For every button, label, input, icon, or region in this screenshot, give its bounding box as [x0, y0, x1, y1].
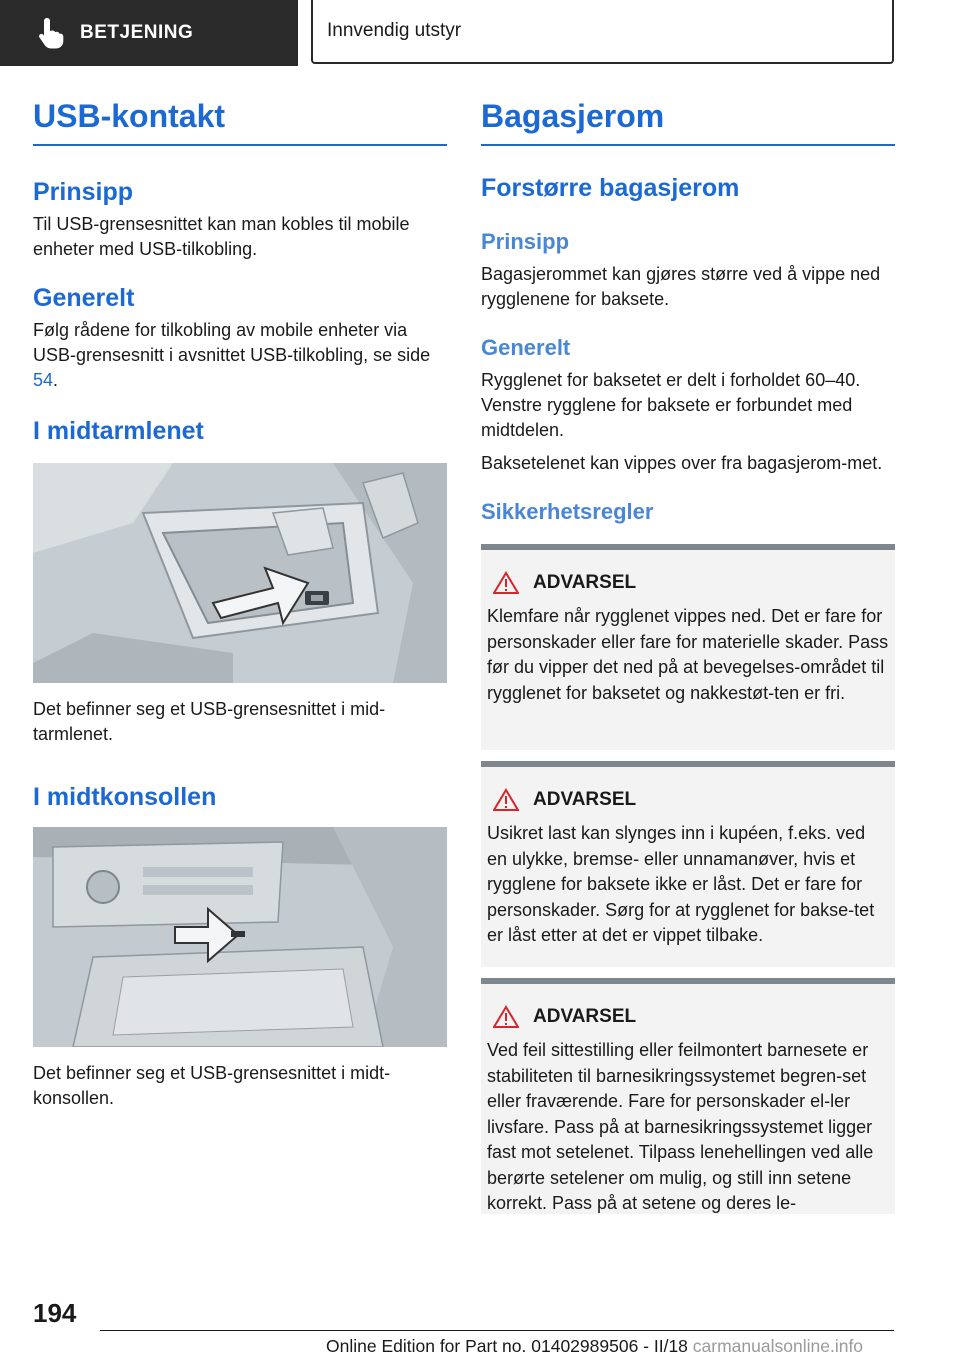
warning-text: Usikret last kan slynges inn i kupéen, f.eks. ved en ulykke, bremse- eller unnamanøver, hvis et rygglene for baksete ikke er låst. Det er fare for personskader. Sørg for at rygglenet for bakse-tet er låst etter at det er vippet tilbake. — [487, 823, 875, 945]
general-text-1: Rygglenet for baksetet er delt i forholdet 60–40. Venstre rygglene for baksete er forbundet med midtdelen. — [481, 370, 861, 440]
warning-triangle-icon — [493, 788, 519, 812]
page-title: Innvendig utstyr — [327, 20, 462, 41]
pointing-hand-icon — [36, 16, 66, 50]
principle-text: Bagasjerommet kan gjøres større ved å vippe ned rygglenene for baksete. — [481, 264, 881, 309]
warning-box — [481, 978, 895, 1214]
enlarge-heading: Forstørre bagasjerom — [481, 174, 740, 202]
warning-box — [481, 761, 895, 967]
warning-header — [487, 1002, 889, 1032]
footer-text — [326, 1336, 863, 1357]
edition-text: Online Edition for Part no. 01402989506 - II/18 — [326, 1336, 688, 1356]
armrest-image — [33, 463, 447, 683]
footer-divider — [100, 1330, 894, 1331]
page-number: 194 — [33, 1298, 77, 1328]
warning-label: ADVARSEL — [533, 572, 637, 593]
luggage-title: Bagasjerom — [481, 96, 895, 146]
warning-label: ADVARSEL — [533, 789, 637, 810]
principle-heading: Prinsipp — [481, 229, 570, 254]
console-caption: Det befinner seg et USB-grensesnittet i midt-konsollen. — [33, 1063, 391, 1108]
warning-header — [487, 785, 889, 815]
section-tab[interactable] — [0, 0, 298, 66]
left-column — [33, 96, 447, 1111]
warning-label: ADVARSEL — [533, 1006, 637, 1027]
console-image — [33, 827, 447, 1047]
warning-text: Ved feil sittestilling eller feilmontert barnesete er stabiliteten til barnesikringssystemet begren-set eller fraværende. Fare for personskader el-ler livsfare. Pass på at barnesikringssystemet ligger fast mot setelenet. Tilpass lenehellingen ved alle berørte setelener om mulig, og still inn setene korrekt. Pass på at setene og deres le- — [487, 1040, 874, 1213]
right-column — [481, 96, 895, 1214]
page-header — [0, 0, 960, 66]
armrest-caption: Det befinner seg et USB-grensesnittet i mid-tarmlenet. — [33, 699, 386, 744]
principle-text: Til USB-grensesnittet kan man kobles til mobile enheter med USB-tilkobling. — [33, 214, 410, 259]
chapter-tab — [311, 0, 894, 64]
armrest-heading: I midtarmlenet — [33, 417, 204, 445]
warning-text: Klemfare når rygglenet vippes ned. Det er fare for personskader eller fare for materielle skader. Pass før du vipper det ned på at bevegelses-området til rygglenet for baksetet og nakkestøt-ten er fri. — [487, 606, 889, 703]
console-heading: I midtkonsollen — [33, 783, 217, 811]
warning-triangle-icon — [493, 1005, 519, 1029]
watermark: carmanualsonline.info — [692, 1336, 864, 1356]
general-text-2: Baksetelenet kan vippes over fra bagasjerom-met. — [481, 453, 883, 473]
principle-heading: Prinsipp — [33, 178, 134, 206]
general-text: Følg rådene for tilkobling av mobile enheter via USB-grensesnitt i avsnittet USB-tilkobling, se side 54. — [33, 320, 431, 390]
warning-box — [481, 544, 895, 750]
page-link[interactable]: 54 — [33, 370, 54, 390]
safety-heading: Sikkerhetsregler — [481, 499, 654, 524]
section-label: BETJENING — [80, 22, 194, 43]
general-heading: Generelt — [481, 335, 571, 360]
usb-title: USB-kontakt — [33, 96, 447, 146]
warning-header — [487, 568, 889, 598]
warning-triangle-icon — [493, 571, 519, 595]
general-heading: Generelt — [33, 284, 135, 312]
